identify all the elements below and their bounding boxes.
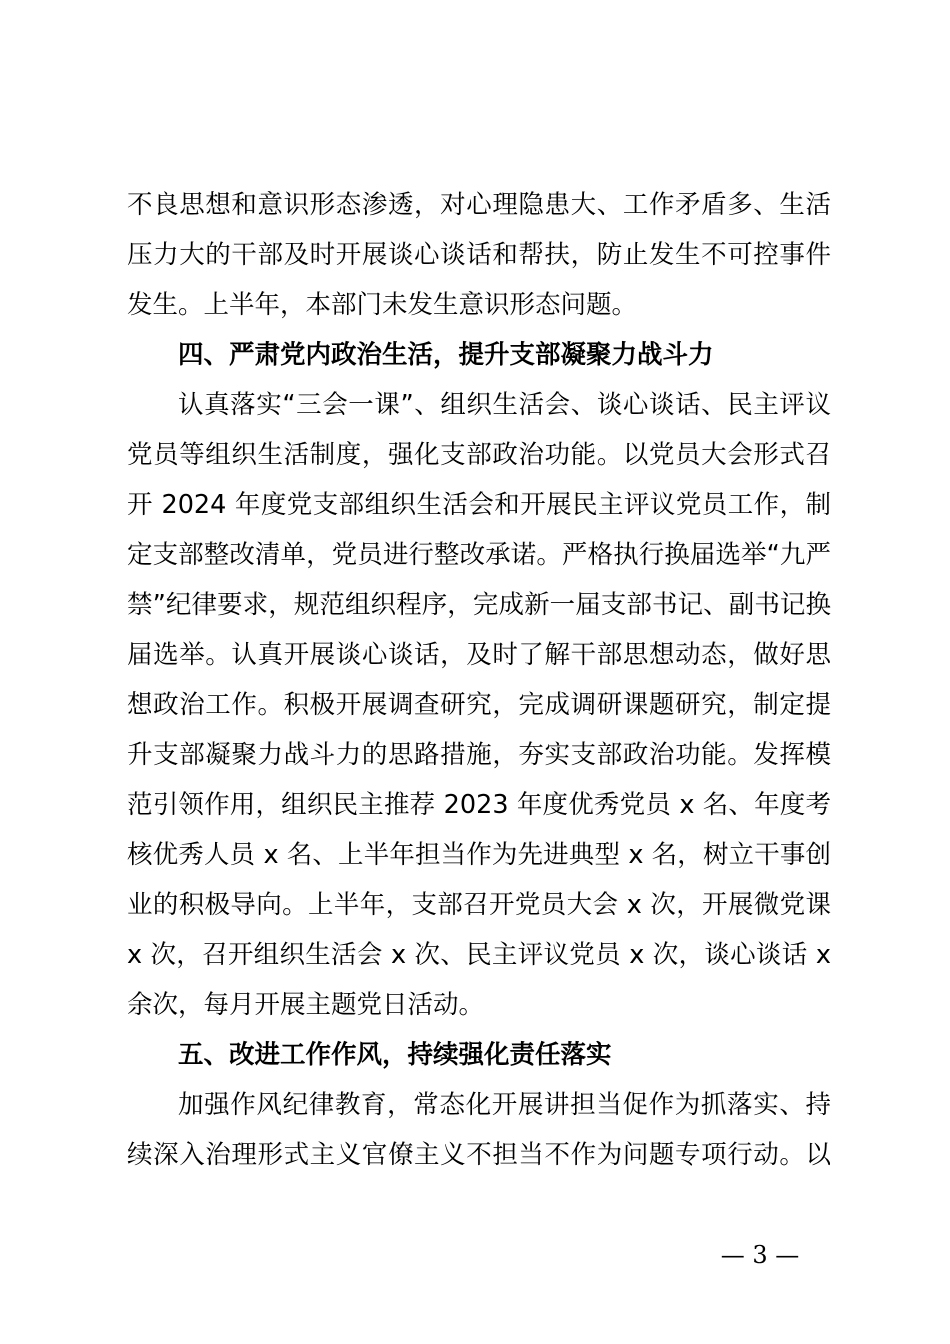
section-5-line-1: 加强作风纪律教育，常态化开展讲担当促作为抓落实、持 [178, 1090, 831, 1120]
section-4-line-1: 认真落实“三会一课”、组织生活会、谈心谈话、民主评议 [178, 390, 831, 420]
section-4-line-12: x 次，召开组织生活会 x 次、民主评议党员 x 次，谈心谈话 x [127, 940, 831, 970]
section-4-line-6: 届选举。认真开展谈心谈话，及时了解干部思想动态，做好思 [127, 640, 831, 670]
section-4-heading: 四、严肃党内政治生活，提升支部凝聚力战斗力 [178, 340, 714, 370]
paragraph-1-line-3: 发生。上半年，本部门未发生意识形态问题。 [127, 290, 638, 320]
section-4-line-9: 范引领作用，组织民主推荐 2023 年度优秀党员 x 名、年度考 [127, 790, 831, 820]
section-4-line-10: 核优秀人员 x 名、上半年担当作为先进典型 x 名，树立干事创 [127, 840, 831, 870]
section-5-line-2: 续深入治理形式主义官僚主义不担当不作为问题专项行动。以 [127, 1140, 831, 1170]
page-number: — 3 — [720, 1241, 800, 1269]
paragraph-1-line-1: 不良思想和意识形态渗透，对心理隐患大、工作矛盾多、生活 [127, 190, 831, 220]
paragraph-1-line-2: 压力大的干部及时开展谈心谈话和帮扶，防止发生不可控事件 [127, 240, 831, 270]
section-4-line-4: 定支部整改清单，党员进行整改承诺。严格执行换届选举“九严 [127, 540, 831, 570]
section-4-line-8: 升支部凝聚力战斗力的思路措施，夯实支部政治功能。发挥模 [127, 740, 831, 770]
section-5-heading: 五、改进工作作风，持续强化责任落实 [178, 1040, 612, 1070]
section-4-line-11: 业的积极导向。上半年，支部召开党员大会 x 次，开展微党课 [127, 890, 831, 920]
section-4-line-2: 党员等组织生活制度，强化支部政治功能。以党员大会形式召 [127, 440, 831, 470]
section-4-line-3: 开 2024 年度党支部组织生活会和开展民主评议党员工作，制 [127, 490, 831, 520]
section-4-line-13: 余次，每月开展主题党日活动。 [127, 990, 485, 1020]
section-4-line-5: 禁”纪律要求，规范组织程序，完成新一届支部书记、副书记换 [127, 590, 831, 620]
section-4-line-7: 想政治工作。积极开展调查研究，完成调研课题研究，制定提 [127, 690, 831, 720]
